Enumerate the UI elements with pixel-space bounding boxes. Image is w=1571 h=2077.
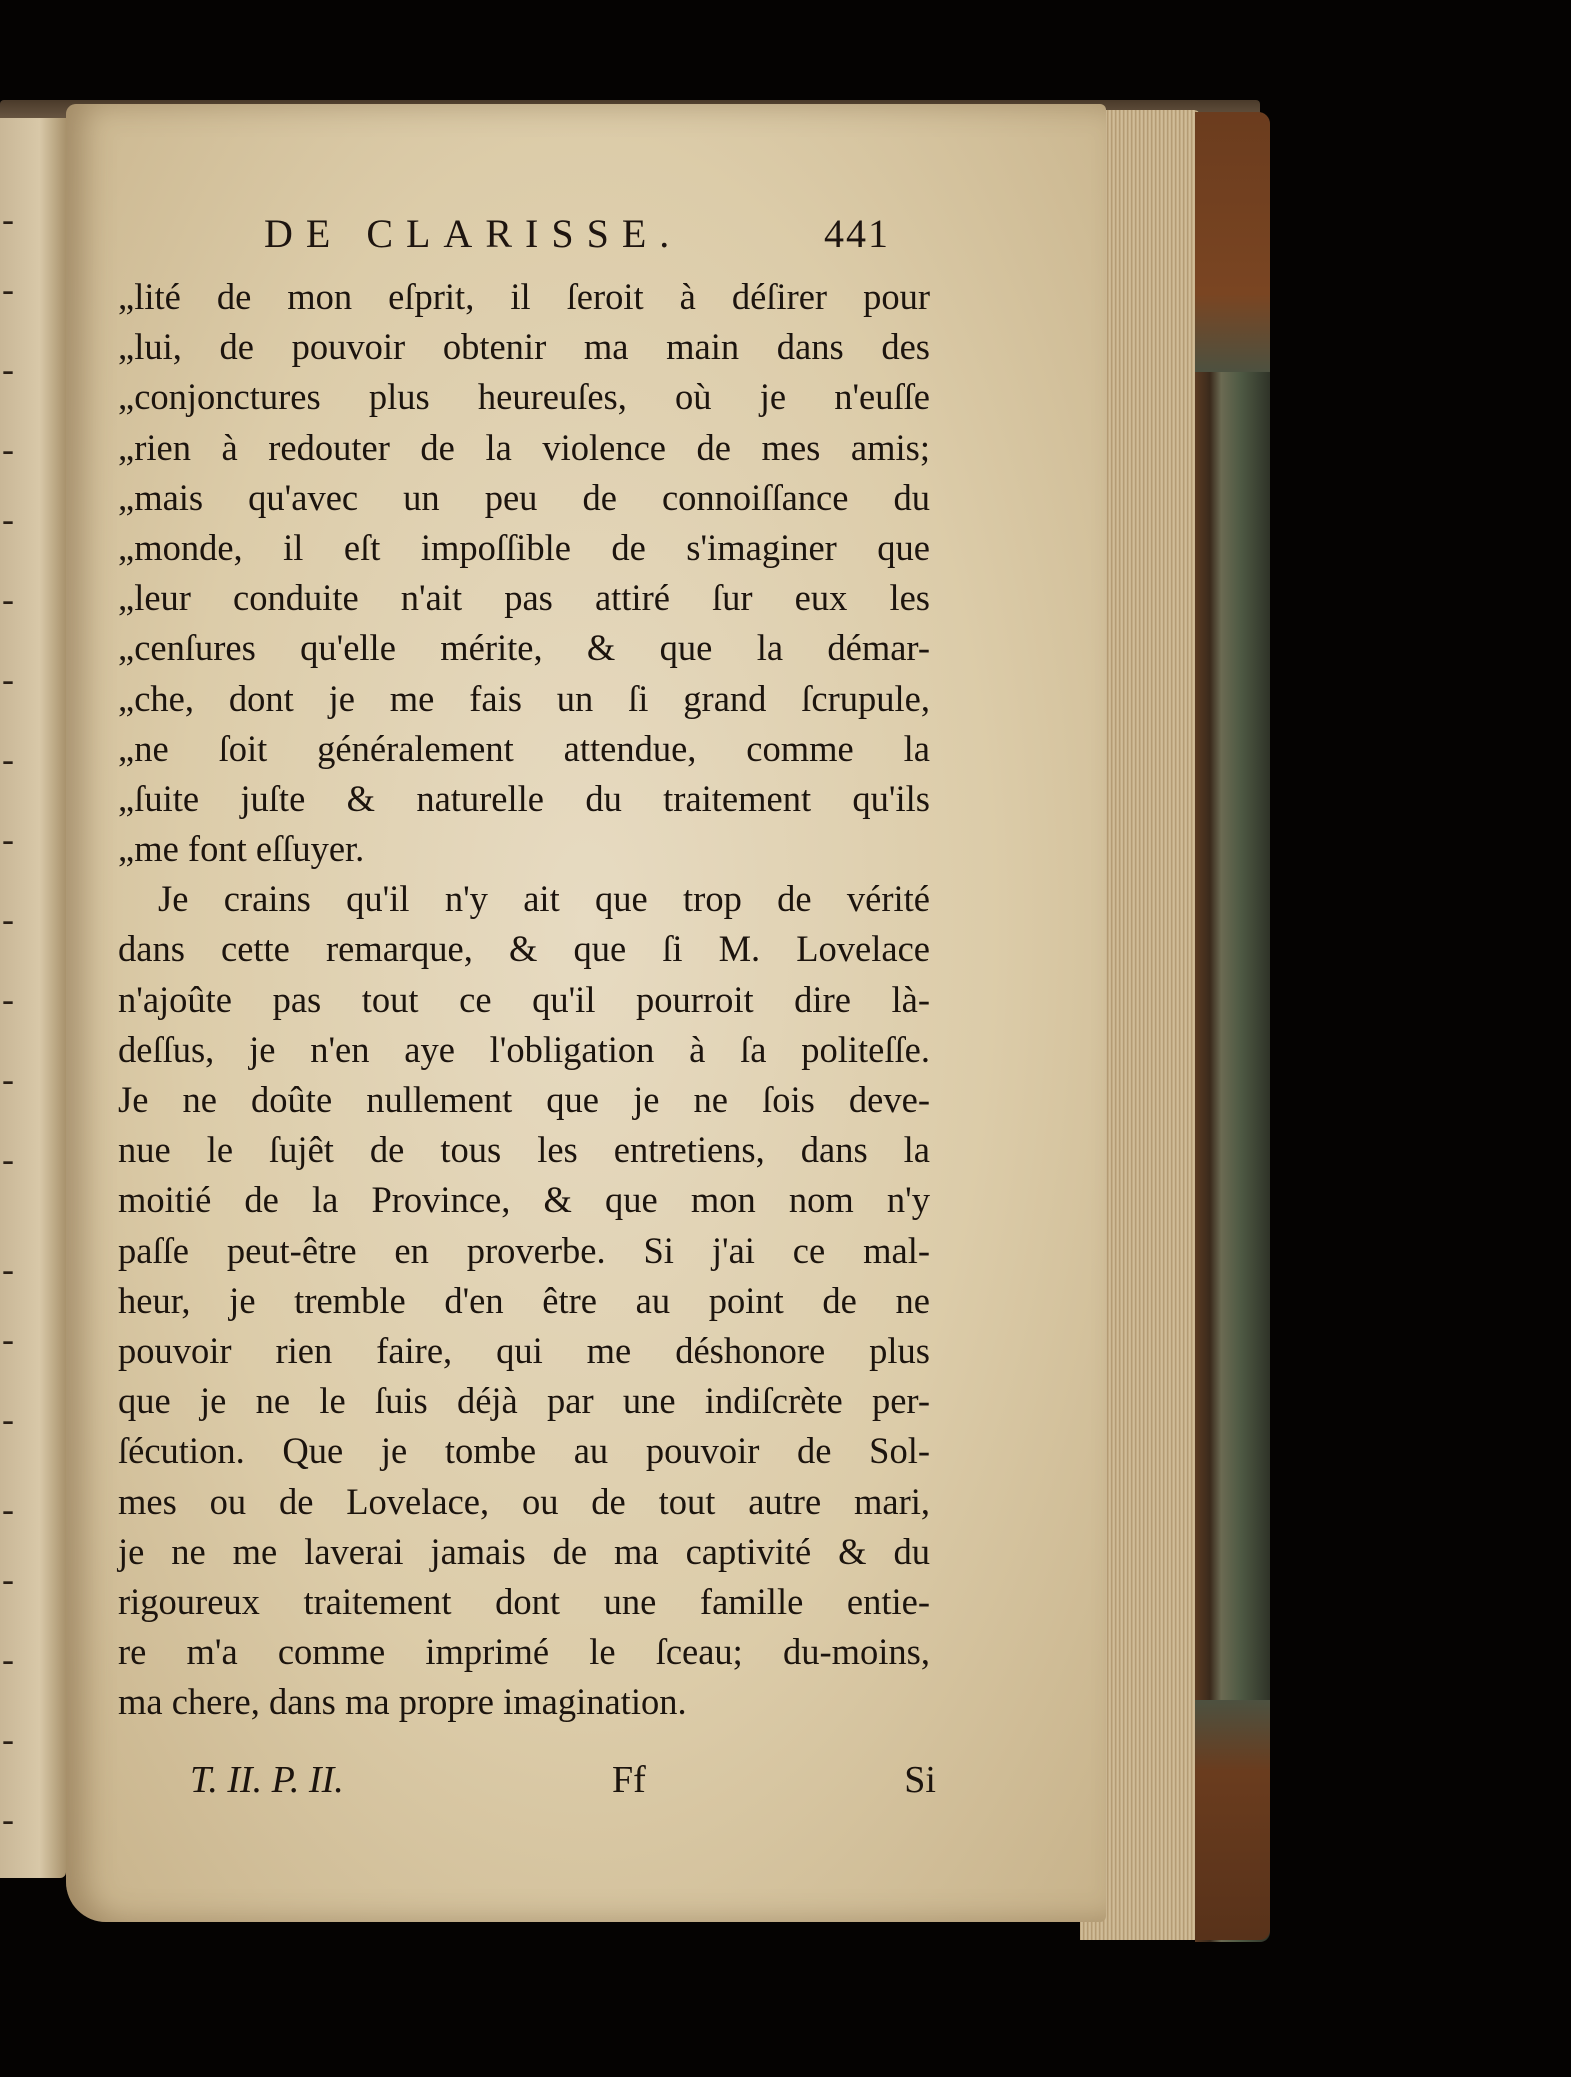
volume-signature: T. II. P. II.	[190, 1759, 344, 1801]
text-line: re m'a comme imprimé le ſceau; du-moins,	[118, 1631, 930, 1673]
previous-page-glyph: -	[2, 1799, 14, 1839]
text-line: mes ou de Lovelace, ou de tout autre mari,	[118, 1480, 930, 1522]
previous-page-glyph: -	[2, 1489, 14, 1529]
previous-page-glyph: -	[2, 659, 14, 699]
text-line: „me font eſſuyer.	[118, 828, 365, 870]
gathering-signature: Ff	[612, 1759, 646, 1801]
running-head	[264, 210, 964, 270]
text-line: „ne ſoit généralement attendue, comme la	[118, 727, 930, 769]
text-line: je ne me laverai jamais de ma captivité & du	[118, 1530, 930, 1572]
previous-page-glyph: -	[2, 979, 14, 1019]
previous-page-text-fragments	[0, 118, 22, 1878]
book-cover-leather-corner-top	[1195, 112, 1270, 372]
text-line: „cenſures qu'elle mérite, & que la démar-	[118, 627, 930, 669]
book-cover-right	[1195, 112, 1270, 1942]
text-line: paſſe peut-être en proverbe. Si j'ai ce mal-	[118, 1229, 930, 1271]
previous-page-glyph: -	[2, 1639, 14, 1679]
previous-page-glyph: -	[2, 1139, 14, 1179]
previous-page-glyph: -	[2, 1719, 14, 1759]
text-line: pouvoir rien faire, qui me déshonore plus	[118, 1329, 930, 1371]
previous-page-glyph: -	[2, 1059, 14, 1099]
text-line: „rien à redouter de la violence de mes amis;	[118, 426, 930, 468]
previous-page-glyph: -	[2, 579, 14, 619]
text-line: Je crains qu'il n'y ait que trop de vérité	[158, 878, 930, 920]
previous-page-glyph: -	[2, 1559, 14, 1599]
previous-page-glyph: -	[2, 349, 14, 389]
text-line: que je ne le ſuis déjà par une indiſcrète per-	[118, 1380, 930, 1422]
catchword: Si	[904, 1759, 936, 1801]
text-line: heur, je tremble d'en être au point de ne	[118, 1279, 930, 1321]
text-line: „ſuite juſte & naturelle du traitement qu'ils	[118, 777, 930, 819]
book-cover-leather-corner-bottom	[1195, 1700, 1270, 1940]
text-line: „conjonctures plus heureuſes, où je n'euſſe	[118, 376, 930, 418]
text-line: nue le ſujêt de tous les entretiens, dans la	[118, 1129, 930, 1171]
text-line: deſſus, je n'en aye l'obligation à ſa politeſſe.	[118, 1028, 930, 1070]
text-line: „mais qu'avec un peu de connoiſſance du	[118, 476, 930, 518]
previous-page-glyph: -	[2, 1249, 14, 1289]
body-text	[118, 272, 930, 1727]
text-line: rigoureux traitement dont une famille entie-	[118, 1580, 930, 1622]
running-head-title: DE CLARISSE.	[264, 211, 683, 256]
text-line: „leur conduite n'ait pas attiré ſur eux les	[118, 577, 930, 619]
text-line: „lité de mon eſprit, il ſeroit à déſirer pour	[118, 276, 930, 317]
previous-page-glyph: -	[2, 1399, 14, 1439]
previous-page-glyph: -	[2, 739, 14, 779]
text-line: ma chere, dans ma propre imagination.	[118, 1681, 687, 1723]
previous-page-glyph: -	[2, 1319, 14, 1359]
previous-page-glyph: -	[2, 819, 14, 859]
previous-page-glyph: -	[2, 269, 14, 309]
previous-page-glyph: -	[2, 429, 14, 469]
text-line: „monde, il eſt impoſſible de s'imaginer que	[118, 526, 930, 568]
previous-page-glyph: -	[2, 499, 14, 539]
text-line: moitié de la Province, & que mon nom n'y	[118, 1179, 930, 1221]
previous-page-edge	[0, 118, 66, 1878]
previous-page-glyph: -	[2, 899, 14, 939]
text-line: „che, dont je me fais un ſi grand ſcrupule,	[118, 677, 930, 719]
page-number: 441	[824, 211, 890, 256]
text-line: dans cette remarque, & que ſi M. Lovelace	[118, 928, 930, 970]
previous-page-glyph: -	[2, 199, 14, 239]
text-line: ſécution. Que je tombe au pouvoir de Sol-	[118, 1430, 930, 1472]
text-line: n'ajoûte pas tout ce qu'il pourroit dire là-	[118, 978, 930, 1020]
page-footer	[190, 1758, 936, 1818]
text-line: „lui, de pouvoir obtenir ma main dans des	[118, 326, 930, 368]
text-line: Je ne doûte nullement que je ne ſois deve-	[118, 1079, 930, 1120]
